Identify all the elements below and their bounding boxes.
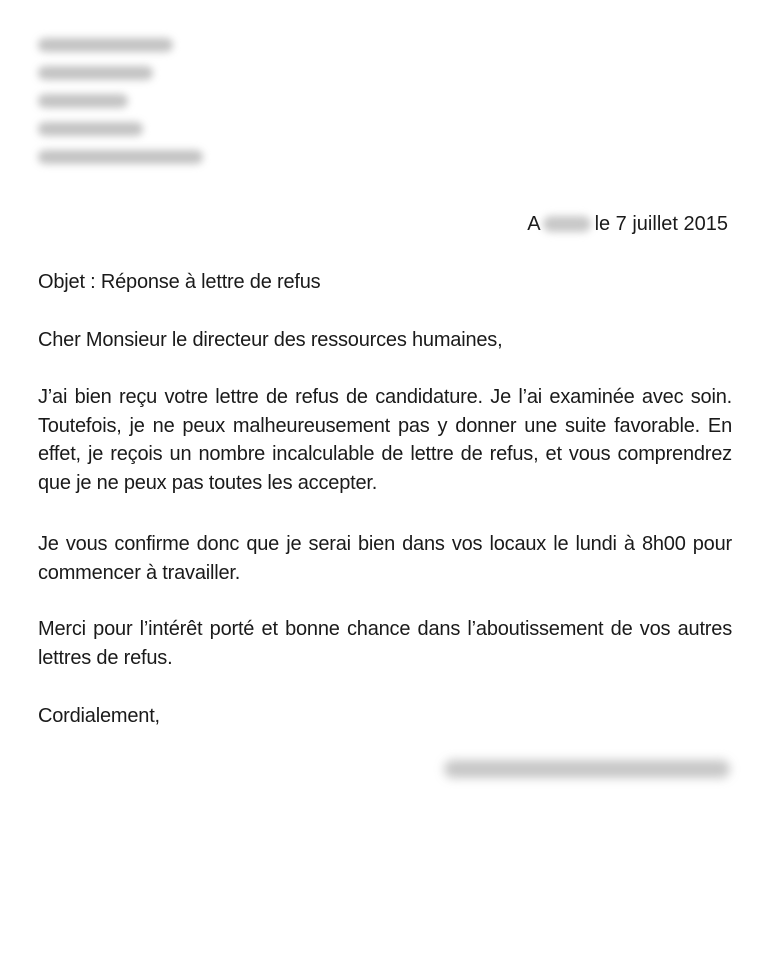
letter-closing: Cordialement, xyxy=(38,705,160,727)
date-prefix: A xyxy=(527,213,541,235)
letter-subject: Objet : Réponse à lettre de refus xyxy=(38,271,321,293)
sender-address-redacted xyxy=(38,38,238,178)
date-text: le 7 juillet 2015 xyxy=(594,213,728,235)
body-paragraph-3: Merci pour l’intérêt porté et bonne chance dans l’aboutissement de vos autres lettres de refus. xyxy=(38,618,732,669)
redacted-city xyxy=(543,216,591,232)
redacted-line xyxy=(38,94,128,108)
redacted-line xyxy=(38,122,143,136)
redacted-line xyxy=(38,150,203,164)
body-paragraph-1: J’ai bien reçu votre lettre de refus de candidature. Je l’ai examinée avec soin. Toutefois, je ne peux malheureusement pas y donner une suite favorable. En effet, je reçois un nombre incalculable de lettre de refus, et vous comprendrez que je ne peux pas toutes les accepter. xyxy=(38,386,732,494)
signature-redacted xyxy=(444,760,730,778)
body-paragraph-2: Je vous confirme donc que je serai bien dans vos locaux le lundi à 8h00 pour commencer à travailler. xyxy=(38,533,732,584)
letter-date xyxy=(527,210,728,238)
letter-salutation: Cher Monsieur le directeur des ressources humaines, xyxy=(38,329,503,351)
redacted-line xyxy=(38,38,173,52)
redacted-line xyxy=(38,66,153,80)
